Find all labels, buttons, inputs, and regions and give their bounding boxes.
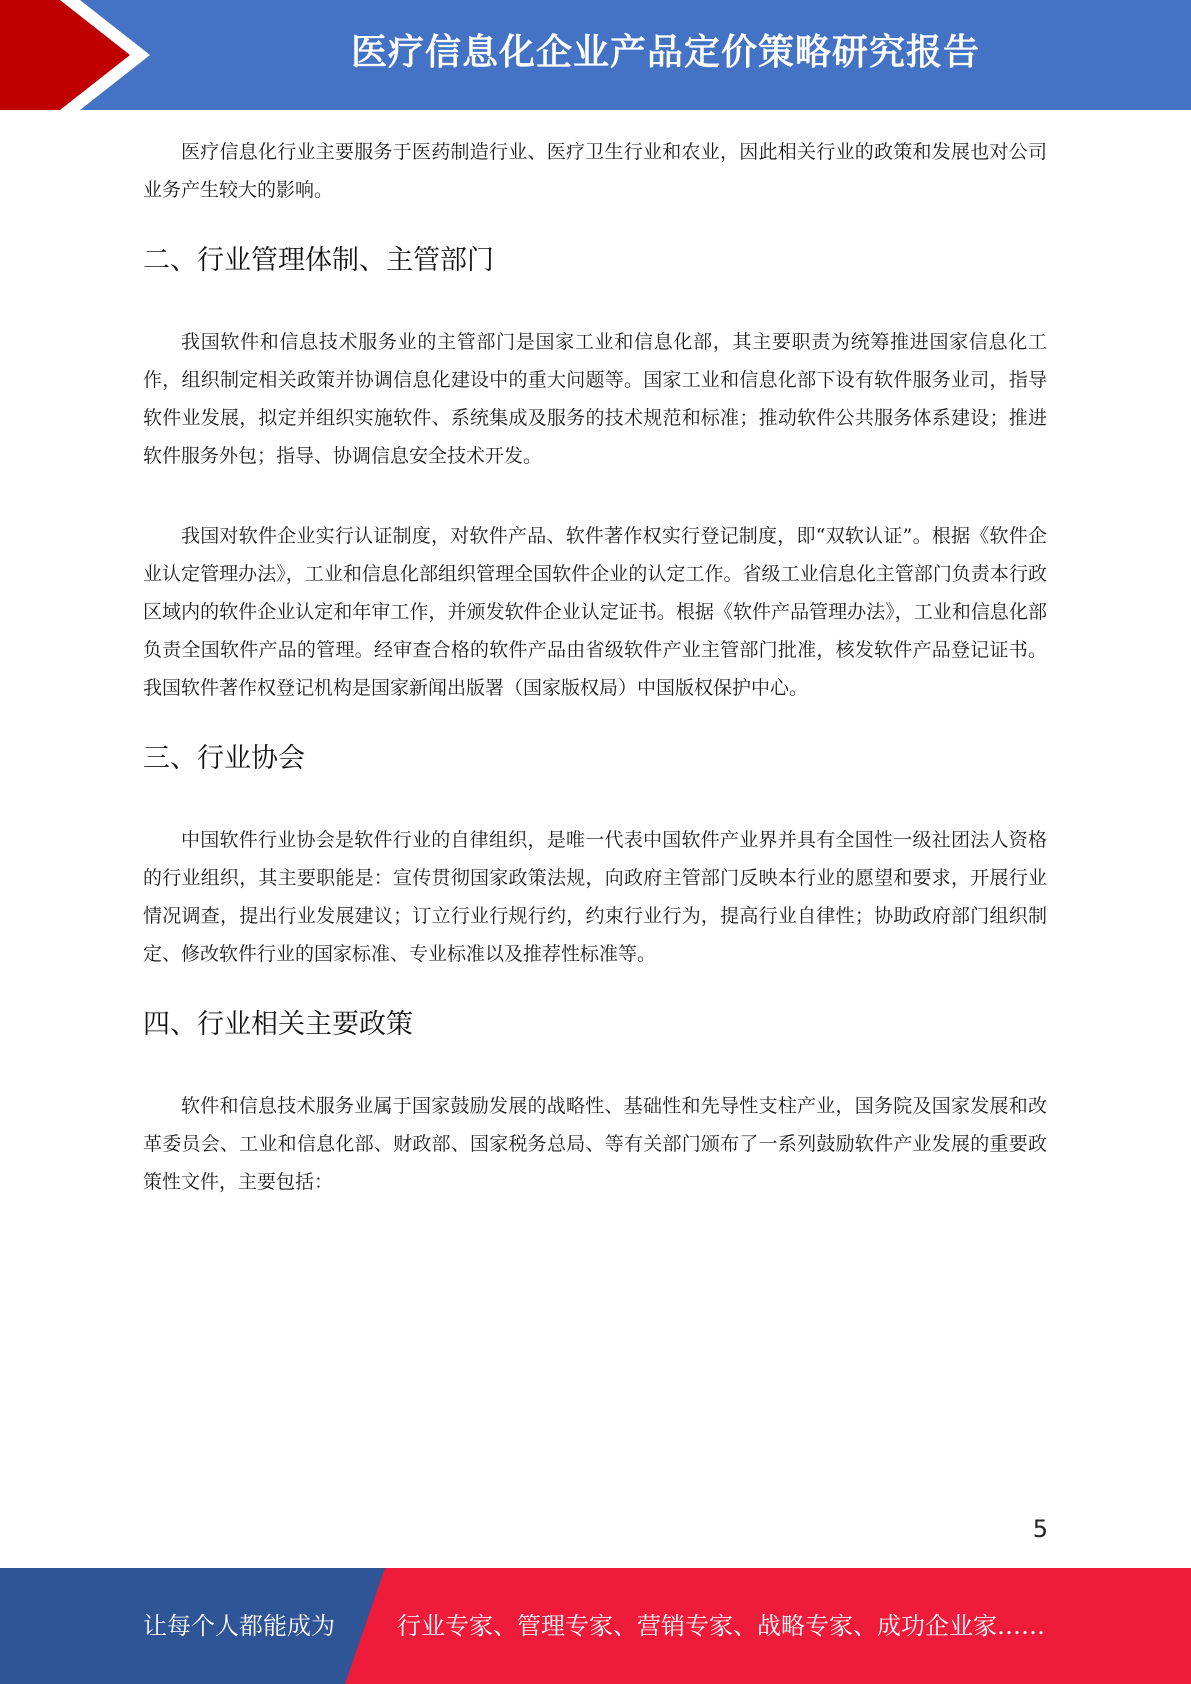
paragraph-association: 中国软件行业协会是软件行业的自律组织，是唯一代表中国软件产业界并具有全国性一级社团法人资格的行业组织，其主要职能是：宣传贯彻国家政策法规，向政府主管部门反映本行业的愿望和要求，开展行业情况调查，提出行业发展建议；订立行业行规行约，约束行业行为，提高行业自律性；协助政府部门组织制定、修改软件行业的国家标准、专业标准以及推荐性标准等。 — [143, 829, 1047, 965]
page-content — [143, 133, 1047, 1201]
section-heading-association: 三、行业协会 — [143, 743, 305, 774]
section-heading-policies: 四、行业相关主要政策 — [143, 1009, 413, 1040]
header-chevron-decoration — [0, 0, 160, 110]
page-header — [0, 0, 1191, 110]
document-title: 医疗信息化企业产品定价策略研究报告 — [350, 32, 980, 73]
footer-slogan-left: 让每个人都能成为 — [143, 1612, 335, 1640]
footer-slogan-right: 行业专家、管理专家、营销专家、战略专家、成功企业家…… — [397, 1612, 1045, 1640]
page-footer — [0, 1568, 1191, 1684]
intro-paragraph: 医疗信息化行业主要服务于医药制造行业、医疗卫生行业和农业，因此相关行业的政策和发展也对公司业务产生较大的影响。 — [143, 141, 1047, 201]
paragraph-certification: 我国对软件企业实行认证制度，对软件产品、软件著作权实行登记制度，即“双软认证”。根据《软件企业认定管理办法》，工业和信息化部组织管理全国软件企业的认定工作。省级工业信息化主管部门负责本行政区域内的软件企业认定和年审工作，并颁发软件企业认定证书。根据《软件产品管理办法》，工业和信息化部负责全国软件产品的管理。经审查合格的软件产品由省级软件产业主管部门批准，核发软件产品登记证书。我国软件著作权登记机构是国家新闻出版署（国家版权局）中国版权保护中心。 — [143, 525, 1047, 699]
paragraph-authority: 我国软件和信息技术服务业的主管部门是国家工业和信息化部，其主要职责为统筹推进国家信息化工作，组织制定相关政策并协调信息化建设中的重大问题等。国家工业和信息化部下设有软件服务业司，指导软件业发展，拟定并组织实施软件、系统集成及服务的技术规范和标准；推动软件公共服务体系建设；推进软件服务外包；指导、协调信息安全技术开发。 — [143, 331, 1047, 467]
page-number: 5 — [1032, 1515, 1048, 1543]
section-heading-management: 二、行业管理体制、主管部门 — [143, 245, 494, 276]
paragraph-policies: 软件和信息技术服务业属于国家鼓励发展的战略性、基础性和先导性支柱产业，国务院及国家发展和改革委员会、工业和信息化部、财政部、国家税务总局、等有关部门颁布了一系列鼓励软件产业发展的重要政策性文件，主要包括： — [143, 1095, 1047, 1193]
